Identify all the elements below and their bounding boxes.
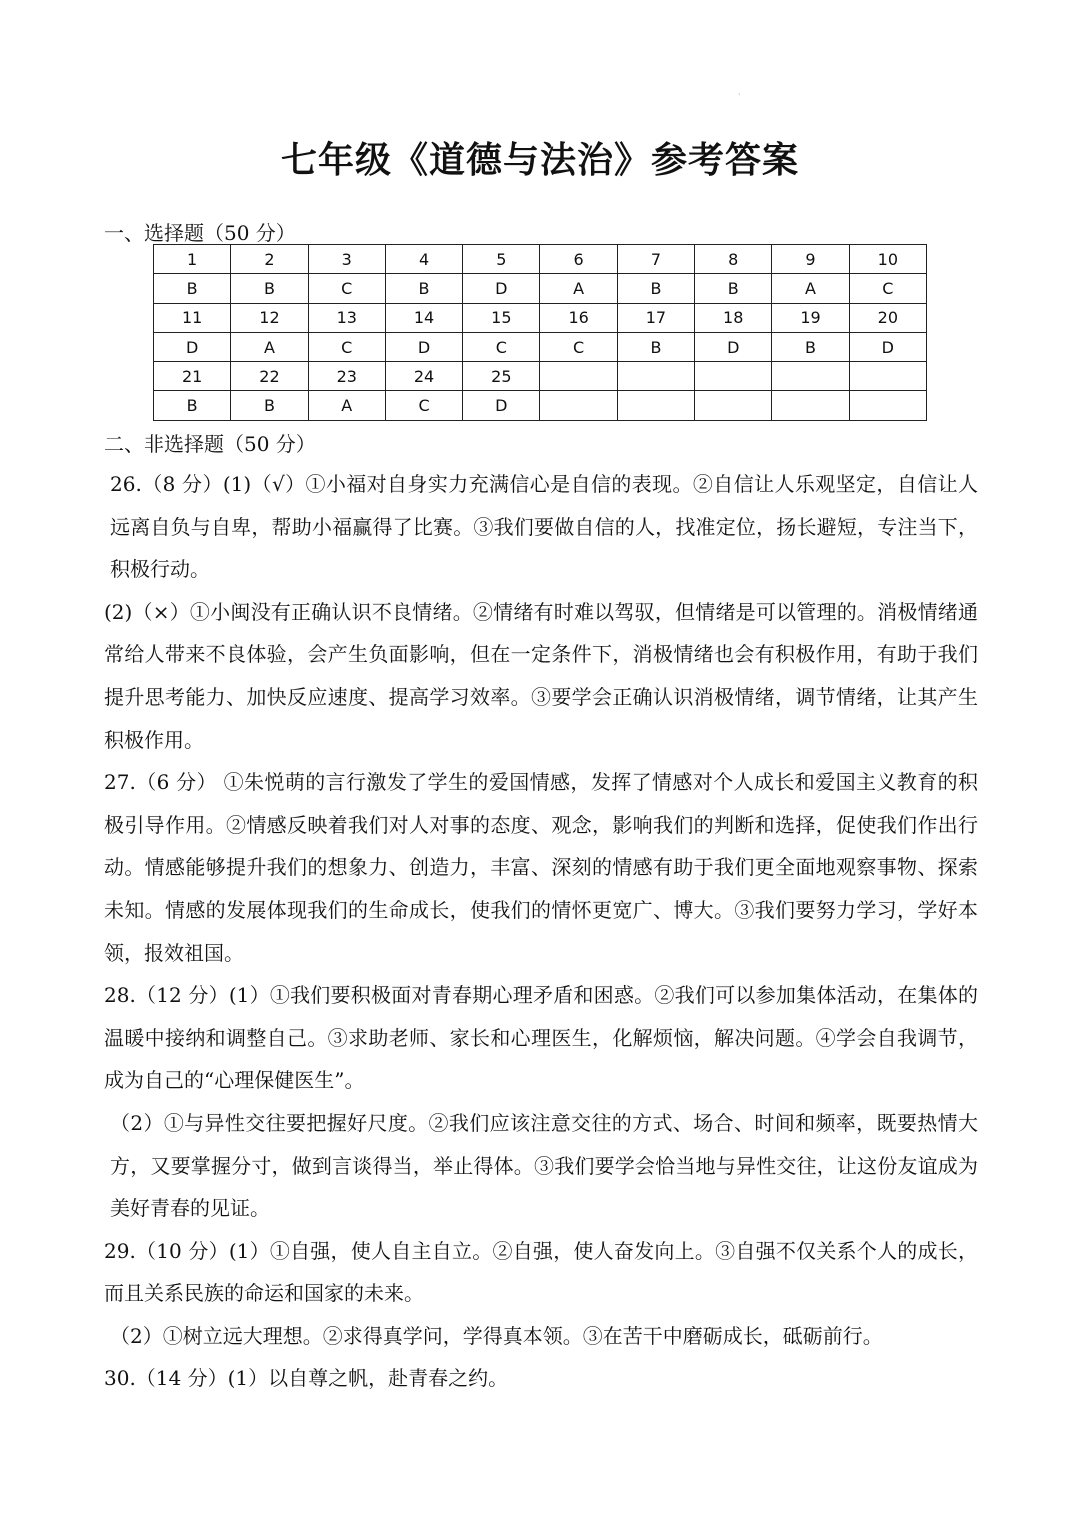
question-number-cell: 4	[385, 245, 462, 274]
answer-cell: D	[385, 332, 462, 361]
question-number-cell: 16	[540, 303, 617, 332]
answer-cell	[849, 391, 926, 420]
question-number-cell: 7	[617, 245, 694, 274]
answer-cell	[617, 391, 694, 420]
question-number-cell: 21	[154, 362, 231, 391]
answer-cell: C	[540, 332, 617, 361]
question-number-cell: 23	[308, 362, 385, 391]
answer-cell: A	[231, 332, 308, 361]
page-marker: ·	[738, 90, 741, 99]
answer-cell: D	[695, 332, 772, 361]
answer-cell: C	[385, 391, 462, 420]
section-nonchoice-heading: 二、非选择题（50 分）	[104, 432, 316, 456]
answer-cell: B	[231, 274, 308, 303]
answer-paragraph: （2）①树立远大理想。②求得真学问，学得真本领。③在苦干中磨砺成长，砥砺前行。	[110, 1323, 883, 1348]
question-number-cell	[617, 362, 694, 391]
question-number-cell: 22	[231, 362, 308, 391]
answer-cell: C	[463, 332, 540, 361]
answer-cell	[695, 391, 772, 420]
question-number-cell: 18	[695, 303, 772, 332]
answer-cell: C	[308, 274, 385, 303]
question-number-cell: 13	[308, 303, 385, 332]
question-number-cell: 15	[463, 303, 540, 332]
answer-text-body	[104, 463, 978, 1400]
question-number-cell: 1	[154, 245, 231, 274]
question-number-cell	[540, 362, 617, 391]
question-number-cell: 19	[772, 303, 849, 332]
question-number-row	[154, 362, 927, 391]
answer-cell: A	[308, 391, 385, 420]
question-number-cell: 5	[463, 245, 540, 274]
answer-cell: D	[849, 332, 926, 361]
question-number-cell: 12	[231, 303, 308, 332]
question-number-cell	[695, 362, 772, 391]
section-choice-heading: 一、选择题（50 分）	[104, 221, 296, 245]
answer-cell: B	[154, 274, 231, 303]
answer-cell: B	[231, 391, 308, 420]
answer-cell	[540, 391, 617, 420]
answer-cell: B	[772, 332, 849, 361]
question-number-cell	[772, 362, 849, 391]
answer-paragraph: 28.（12 分）(1）①我们要积极面对青春期心理矛盾和困惑。②我们可以参加集体活动，在集体的温暖中接纳和调整自己。③求助老师、家长和心理医生，化解烦恼，解决问题。④学会自我调节，成为自己的“心理保健医生”。	[104, 983, 978, 1093]
answer-cell: D	[154, 332, 231, 361]
answer-cell: B	[154, 391, 231, 420]
answer-table	[153, 244, 927, 421]
question-number-cell: 6	[540, 245, 617, 274]
answer-paragraph: 27.（6 分） ①朱悦萌的言行激发了学生的爱国情感，发挥了情感对个人成长和爱国主义教育的积极引导作用。②情感反映着我们对人对事的态度、观念，影响我们的判断和选择，促使我们作出行动。情感能够提升我们的想象力、创造力，丰富、深刻的情感有助于我们更全面地观察事物、探索未知。情感的发展体现我们的生命成长，使我们的情怀更宽广、博大。③我们要努力学习，学好本领，报效祖国。	[104, 770, 978, 965]
answer-cell	[772, 391, 849, 420]
question-number-cell	[849, 362, 926, 391]
answer-cell: D	[463, 391, 540, 420]
question-number-cell: 25	[463, 362, 540, 391]
answer-cell: B	[617, 332, 694, 361]
question-number-row	[154, 245, 927, 274]
answer-row	[154, 391, 927, 420]
answer-row	[154, 332, 927, 361]
question-number-row	[154, 303, 927, 332]
question-number-cell: 24	[385, 362, 462, 391]
answer-cell: B	[695, 274, 772, 303]
question-number-cell: 2	[231, 245, 308, 274]
answer-cell: D	[463, 274, 540, 303]
answer-paragraph: （2）①与异性交往要把握好尺度。②我们应该注意交往的方式、场合、时间和频率，既要热情大方，又要掌握分寸，做到言谈得当，举止得体。③我们要学会恰当地与异性交往，让这份友谊成为美好青春的见证。	[110, 1110, 978, 1221]
question-number-cell: 14	[385, 303, 462, 332]
answer-row	[154, 274, 927, 303]
answer-cell: C	[308, 332, 385, 361]
answer-cell: B	[617, 274, 694, 303]
answer-paragraph: 26.（8 分）(1)（√）①小福对自身实力充满信心是自信的表现。②自信让人乐观坚定，自信让人远离自负与自卑，帮助小福赢得了比赛。③我们要做自信的人，找准定位，扬长避短，专注当下，积极行动。	[110, 472, 978, 582]
question-number-cell: 10	[849, 245, 926, 274]
page-title: 七年级《道德与法治》参考答案	[280, 139, 799, 181]
answer-paragraph: (2)（×）①小闽没有正确认识不良情绪。②情绪有时难以驾驭，但情绪是可以管理的。消极情绪通常给人带来不良体验，会产生负面影响，但在一定条件下，消极情绪也会有积极作用，有助于我们提升思考能力、加快反应速度、提高学习效率。③要学会正确认识消极情绪，调节情绪，让其产生积极作用。	[104, 599, 978, 752]
answer-cell: C	[849, 274, 926, 303]
answer-paragraph: 29.（10 分）(1）①自强，使人自主自立。②自强，使人奋发向上。③自强不仅关系个人的成长，而且关系民族的命运和国家的未来。	[104, 1238, 978, 1306]
question-number-cell: 20	[849, 303, 926, 332]
question-number-cell: 17	[617, 303, 694, 332]
question-number-cell: 9	[772, 245, 849, 274]
answer-cell: B	[385, 274, 462, 303]
question-number-cell: 11	[154, 303, 231, 332]
answer-paragraph: 30.（14 分）(1）以自尊之帆，赴青春之约。	[104, 1366, 509, 1391]
answer-cell: A	[772, 274, 849, 303]
question-number-cell: 3	[308, 245, 385, 274]
answer-cell: A	[540, 274, 617, 303]
question-number-cell: 8	[695, 245, 772, 274]
